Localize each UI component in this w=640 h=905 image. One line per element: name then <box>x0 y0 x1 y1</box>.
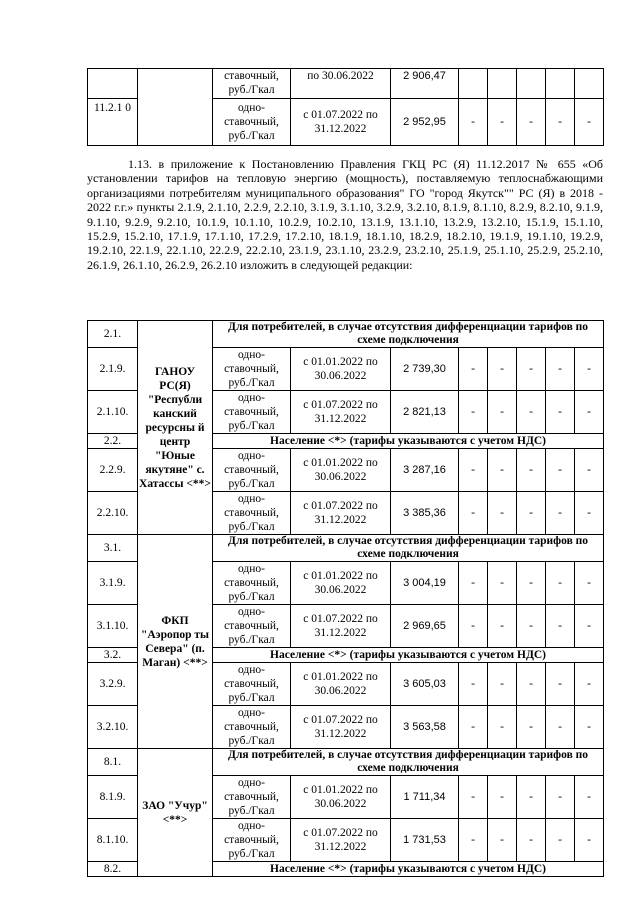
dash-cell: - <box>546 819 575 862</box>
unit-cell: одно- ставочный, руб./Гкал <box>213 663 291 706</box>
tariff-value: 2 906,47 <box>391 69 459 99</box>
dash-cell: - <box>575 605 604 648</box>
dash-cell: - <box>459 391 488 434</box>
period-cell: по 30.06.2022 <box>291 69 391 99</box>
row-code: 2.1.10. <box>88 391 138 434</box>
paragraph-text: 1.13. в приложение к Постановлению Правления ГКЦ РС (Я) 11.12.2017 № 655 «Об установлении тарифов на тепловую энергию (мощность), поставляемую теплоснабжающими организациями потребителям муниципального образования" ГО "город Якутск"" РС (Я) в 2018 - 2022 г.г.» пункты 2.1.9, 2.1.10, 2.2.9, 2.2.10, 3.1.9, 3.1.10, 3.2.9, 3.2.10, 8.1.9, 8.1.10, 8.2.9, 8.2.10, 9.1.9, 9.1.10, 9.2.9, 9.2.10, 10.1.9, 10.1.10, 10.2.9, 10.2.10, 13.1.9, 13.1.10, 13.2.9, 13.2.10, 15.1.9, 15.1.10, 15.2.9, 15.2.10, 17.1.9, 17.1.10, 17.2.9, 17.2.10, 18.1.9, 18.1.10, 18.2.9, 18.2.10, 19.1.9, 19.1.10, 19.2.9, 19.2.10, 22.1.9, 22.1.10, 22.2.9, 22.2.10, 23.1.9, 23.1.10, 23.2.9, 23.2.10, 25.1.9, 25.1.10, 25.2.9, 25.2.10, 26.1.9, 26.1.10, 26.2.9, 26.2.10 изложить в следующей редакции: <box>87 157 603 272</box>
unit-cell: одно- ставочный, руб./Гкал <box>213 776 291 819</box>
tariff-value: 2 952,95 <box>391 99 459 146</box>
unit-cell: одно- ставочный, руб./Гкал <box>213 706 291 749</box>
org-name: ГАНОУ РС(Я) "Республи канский ресурсны й центр "Юные якутяне" с. Хатассы <**> <box>138 321 213 535</box>
row-code <box>88 69 138 99</box>
extra-cell <box>575 69 604 99</box>
table-row <box>88 749 604 776</box>
org-name: ФКП "Аэропор ты Севера" (п. Маган) <**> <box>138 535 213 749</box>
period-cell: с 01.07.2022 по 31.12.2022 <box>291 99 391 146</box>
dash-cell: - <box>575 562 604 605</box>
period-cell: с 01.01.2022 по 30.06.2022 <box>291 663 391 706</box>
tariff-value: 3 563,58 <box>391 706 459 749</box>
dash-cell: - <box>459 706 488 749</box>
dash-cell: - <box>575 706 604 749</box>
tariff-table-top <box>87 68 604 146</box>
table-row <box>88 69 604 99</box>
dash-cell: - <box>517 391 546 434</box>
tariff-value: 1 731,53 <box>391 819 459 862</box>
dash-cell: - <box>459 776 488 819</box>
section-header: Для потребителей, в случае отсутствия дифференциации тарифов по схеме подключения <box>213 321 604 348</box>
period-cell: с 01.07.2022 по 31.12.2022 <box>291 819 391 862</box>
dash-cell: - <box>488 99 517 146</box>
dash-cell: - <box>546 605 575 648</box>
unit-cell: одно- ставочный, руб./Гкал <box>213 605 291 648</box>
row-code: 2.2.9. <box>88 449 138 492</box>
dash-cell: - <box>459 99 488 146</box>
unit-cell: одно- ставочный, руб./Гкал <box>213 99 291 146</box>
period-cell: с 01.01.2022 по 30.06.2022 <box>291 449 391 492</box>
period-cell: с 01.07.2022 по 31.12.2022 <box>291 706 391 749</box>
row-code: 8.1. <box>88 749 138 776</box>
dash-cell: - <box>488 492 517 535</box>
unit-cell: одно- ставочный, руб./Гкал <box>213 819 291 862</box>
dash-cell: - <box>575 492 604 535</box>
section-header: Население <*> (тарифы указываются с учетом НДС) <box>213 648 604 663</box>
dash-cell: - <box>488 663 517 706</box>
dash-cell: - <box>488 562 517 605</box>
dash-cell: - <box>459 663 488 706</box>
period-cell: с 01.01.2022 по 30.06.2022 <box>291 776 391 819</box>
period-cell: с 01.07.2022 по 31.12.2022 <box>291 391 391 434</box>
row-code: 8.2. <box>88 862 138 877</box>
dash-cell: - <box>488 391 517 434</box>
unit-cell: ставочный, руб./Гкал <box>213 69 291 99</box>
amendment-paragraph <box>87 157 603 272</box>
tariff-value: 3 385,36 <box>391 492 459 535</box>
dash-cell: - <box>575 776 604 819</box>
section-header: Население <*> (тарифы указываются с учетом НДС) <box>213 434 604 449</box>
row-code: 8.1.9. <box>88 776 138 819</box>
unit-cell: одно- ставочный, руб./Гкал <box>213 562 291 605</box>
dash-cell: - <box>575 348 604 391</box>
tariff-value: 2 969,65 <box>391 605 459 648</box>
dash-cell: - <box>575 819 604 862</box>
period-cell: с 01.07.2022 по 31.12.2022 <box>291 605 391 648</box>
dash-cell: - <box>546 449 575 492</box>
row-code: 3.2. <box>88 648 138 663</box>
extra-cell <box>517 69 546 99</box>
row-code: 2.1. <box>88 321 138 348</box>
dash-cell: - <box>459 562 488 605</box>
dash-cell: - <box>575 391 604 434</box>
dash-cell: - <box>546 391 575 434</box>
dash-cell: - <box>517 99 546 146</box>
row-code: 3.2.10. <box>88 706 138 749</box>
dash-cell: - <box>488 348 517 391</box>
dash-cell: - <box>546 706 575 749</box>
table-row <box>88 535 604 562</box>
row-code: 2.2. <box>88 434 138 449</box>
dash-cell: - <box>488 449 517 492</box>
dash-cell: - <box>459 449 488 492</box>
org-cell <box>138 69 213 146</box>
dash-cell: - <box>488 605 517 648</box>
tariff-value: 1 711,34 <box>391 776 459 819</box>
dash-cell: - <box>517 492 546 535</box>
dash-cell: - <box>546 348 575 391</box>
extra-cell <box>459 69 488 99</box>
row-code: 11.2.1 0 <box>88 99 138 146</box>
row-code: 3.1.10. <box>88 605 138 648</box>
tariff-value: 3 004,19 <box>391 562 459 605</box>
period-cell: с 01.01.2022 по 30.06.2022 <box>291 348 391 391</box>
row-code: 8.1.10. <box>88 819 138 862</box>
tariff-value: 2 739,30 <box>391 348 459 391</box>
tariff-value: 2 821,13 <box>391 391 459 434</box>
dash-cell: - <box>459 492 488 535</box>
tariff-value: 3 287,16 <box>391 449 459 492</box>
dash-cell: - <box>546 99 575 146</box>
dash-cell: - <box>459 348 488 391</box>
table-row <box>88 321 604 348</box>
period-cell: с 01.07.2022 по 31.12.2022 <box>291 492 391 535</box>
dash-cell: - <box>459 819 488 862</box>
dash-cell: - <box>546 562 575 605</box>
period-cell: с 01.01.2022 по 30.06.2022 <box>291 562 391 605</box>
dash-cell: - <box>488 819 517 862</box>
dash-cell: - <box>546 663 575 706</box>
section-header: Население <*> (тарифы указываются с учетом НДС) <box>213 862 604 877</box>
org-name: ЗАО "Учур" <**> <box>138 749 213 877</box>
row-code: 2.2.10. <box>88 492 138 535</box>
tariff-value: 3 605,03 <box>391 663 459 706</box>
dash-cell: - <box>517 819 546 862</box>
extra-cell <box>488 69 517 99</box>
dash-cell: - <box>517 605 546 648</box>
dash-cell: - <box>517 562 546 605</box>
row-code: 3.1.9. <box>88 562 138 605</box>
unit-cell: одно- ставочный, руб./Гкал <box>213 348 291 391</box>
unit-cell: одно- ставочный, руб./Гкал <box>213 391 291 434</box>
dash-cell: - <box>517 663 546 706</box>
extra-cell <box>546 69 575 99</box>
tariff-table <box>87 320 604 877</box>
dash-cell: - <box>575 663 604 706</box>
section-header: Для потребителей, в случае отсутствия дифференциации тарифов по схеме подключения <box>213 535 604 562</box>
dash-cell: - <box>517 706 546 749</box>
unit-cell: одно- ставочный, руб./Гкал <box>213 449 291 492</box>
row-code: 3.1. <box>88 535 138 562</box>
dash-cell: - <box>517 776 546 819</box>
dash-cell: - <box>546 776 575 819</box>
section-header: Для потребителей, в случае отсутствия дифференциации тарифов по схеме подключения <box>213 749 604 776</box>
dash-cell: - <box>575 449 604 492</box>
dash-cell: - <box>488 776 517 819</box>
row-code: 2.1.9. <box>88 348 138 391</box>
dash-cell: - <box>459 605 488 648</box>
dash-cell: - <box>517 348 546 391</box>
dash-cell: - <box>488 706 517 749</box>
unit-cell: одно- ставочный, руб./Гкал <box>213 492 291 535</box>
dash-cell: - <box>546 492 575 535</box>
dash-cell: - <box>575 99 604 146</box>
dash-cell: - <box>517 449 546 492</box>
row-code: 3.2.9. <box>88 663 138 706</box>
